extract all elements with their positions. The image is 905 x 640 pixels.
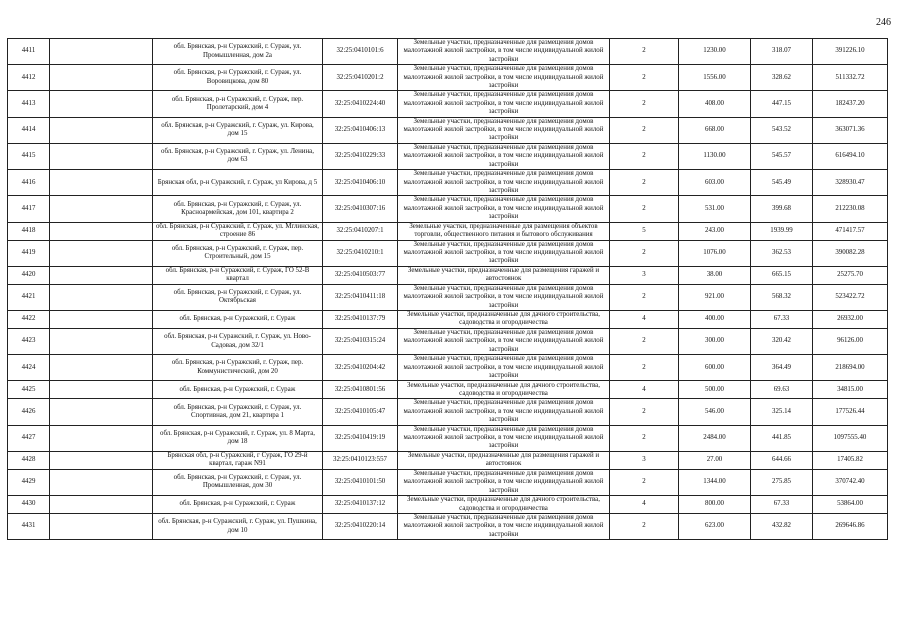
cadastral-number-cell: 32:25:0410137:12	[323, 496, 398, 514]
row-number-cell: 4415	[8, 143, 50, 169]
area-cell: 1556.00	[679, 65, 751, 91]
area-cell: 500.00	[679, 381, 751, 399]
cadastral-number-cell: 32:25:0410411:18	[323, 284, 398, 310]
cadastral-number-cell: 32:25:0410801:56	[323, 381, 398, 399]
cadastral-value-cell: 370742.40	[813, 469, 888, 495]
spacer-cell	[50, 143, 153, 169]
row-number-cell: 4423	[8, 328, 50, 354]
table-row	[8, 310, 888, 328]
specific-value-cell: 665.15	[751, 266, 813, 284]
specific-value-cell: 543.52	[751, 117, 813, 143]
table-row	[8, 469, 888, 495]
land-use-cell: Земельные участки, предназначенные для размещения домов малоэтажной жилой застройки, в том числе индивидуальной жилой застройки	[398, 143, 610, 169]
land-use-cell: Земельные участки, предназначенные для размещения гаражей и автостоянок	[398, 266, 610, 284]
group-cell: 2	[610, 425, 679, 451]
specific-value-cell: 545.57	[751, 143, 813, 169]
specific-value-cell: 644.66	[751, 451, 813, 469]
specific-value-cell: 364.49	[751, 355, 813, 381]
address-cell: обл. Брянская, р-н Суражский, г. Сураж, пер. Коммунистический, дом 20	[153, 355, 323, 381]
row-number-cell: 4413	[8, 91, 50, 117]
row-number-cell: 4414	[8, 117, 50, 143]
area-cell: 603.00	[679, 170, 751, 196]
address-cell: обл. Брянская, р-н Суражский, г. Сураж, ул. Мглинская, строение 86	[153, 222, 323, 240]
area-cell: 2484.00	[679, 425, 751, 451]
spacer-cell	[50, 514, 153, 540]
address-cell: обл. Брянская, р-н Суражский, г. Сураж, ул. Промышленная, дом 2а	[153, 39, 323, 65]
group-cell: 4	[610, 310, 679, 328]
address-cell: обл. Брянская, р-н Суражский, г. Сураж, ГО 52-В квартал	[153, 266, 323, 284]
specific-value-cell: 67.33	[751, 310, 813, 328]
address-cell: обл. Брянская, р-н Суражский, г. Сураж, ул. 8 Марта, дом 18	[153, 425, 323, 451]
cadastral-number-cell: 32:25:0410315:24	[323, 328, 398, 354]
cadastral-value-cell: 53864.00	[813, 496, 888, 514]
cadastral-value-table	[7, 38, 888, 540]
land-use-cell: Земельные участки, предназначенные для размещения домов малоэтажной жилой застройки, в том числе индивидуальной жилой застройки	[398, 39, 610, 65]
address-cell: обл. Брянская, р-н Суражский, г. Сураж, ул. Красноармейская, дом 101, квартира 2	[153, 196, 323, 222]
address-cell: обл. Брянская, р-н Суражский, г. Сураж, ул. Пушкина, дом 10	[153, 514, 323, 540]
cadastral-value-cell: 390082.28	[813, 240, 888, 266]
group-cell: 2	[610, 143, 679, 169]
cadastral-number-cell: 32:25:0410210:1	[323, 240, 398, 266]
land-use-cell: Земельные участки, предназначенные для дачного строительства, садоводства и огородничества	[398, 496, 610, 514]
specific-value-cell: 69.63	[751, 381, 813, 399]
address-cell: обл. Брянская, р-н Суражский, г. Сураж, ул. Промышленная, дом 30	[153, 469, 323, 495]
cadastral-value-cell: 34815.00	[813, 381, 888, 399]
table-row	[8, 284, 888, 310]
area-cell: 1230.00	[679, 39, 751, 65]
specific-value-cell: 1939.99	[751, 222, 813, 240]
address-cell: обл. Брянская, р-н Суражский, г. Сураж	[153, 310, 323, 328]
spacer-cell	[50, 117, 153, 143]
area-cell: 800.00	[679, 496, 751, 514]
area-cell: 1344.00	[679, 469, 751, 495]
group-cell: 2	[610, 399, 679, 425]
cadastral-number-cell: 32:25:0410406:13	[323, 117, 398, 143]
table-row	[8, 143, 888, 169]
table-row	[8, 425, 888, 451]
spacer-cell	[50, 310, 153, 328]
cadastral-value-cell: 17405.82	[813, 451, 888, 469]
table-row	[8, 65, 888, 91]
cadastral-value-cell: 391226.10	[813, 39, 888, 65]
table-row	[8, 196, 888, 222]
table-row	[8, 381, 888, 399]
spacer-cell	[50, 355, 153, 381]
page-number: 246	[876, 17, 891, 28]
table-body	[8, 39, 888, 540]
land-use-cell: Земельные участки, предназначенные для дачного строительства, садоводства и огородничества	[398, 310, 610, 328]
group-cell: 2	[610, 355, 679, 381]
group-cell: 2	[610, 117, 679, 143]
cadastral-value-cell: 363071.36	[813, 117, 888, 143]
group-cell: 2	[610, 328, 679, 354]
land-use-cell: Земельные участки, предназначенные для размещения домов малоэтажной жилой застройки, в том числе индивидуальной жилой застройки	[398, 328, 610, 354]
specific-value-cell: 399.68	[751, 196, 813, 222]
group-cell: 5	[610, 222, 679, 240]
row-number-cell: 4416	[8, 170, 50, 196]
land-use-cell: Земельные участки, предназначенные для размещения домов малоэтажной жилой застройки, в том числе индивидуальной жилой застройки	[398, 399, 610, 425]
spacer-cell	[50, 240, 153, 266]
spacer-cell	[50, 284, 153, 310]
spacer-cell	[50, 196, 153, 222]
cadastral-value-cell: 511332.72	[813, 65, 888, 91]
table-row	[8, 117, 888, 143]
cadastral-value-cell: 471417.57	[813, 222, 888, 240]
table-row	[8, 355, 888, 381]
area-cell: 1076.00	[679, 240, 751, 266]
address-cell: обл. Брянская, р-н Суражский, г. Сураж, ул. Октябрьская	[153, 284, 323, 310]
cadastral-number-cell: 32:25:0410137:79	[323, 310, 398, 328]
specific-value-cell: 568.32	[751, 284, 813, 310]
table-row	[8, 496, 888, 514]
land-use-cell: Земельные участки, предназначенные для размещения домов малоэтажной жилой застройки, в том числе индивидуальной жилой застройки	[398, 196, 610, 222]
cadastral-number-cell: 32:25:0410201:2	[323, 65, 398, 91]
land-use-cell: Земельные участки, предназначенные для размещения объектов торговли, общественного питания и бытового обслуживания	[398, 222, 610, 240]
cadastral-number-cell: 32:25:0410123:557	[323, 451, 398, 469]
cadastral-number-cell: 32:25:0410406:10	[323, 170, 398, 196]
address-cell: Брянская обл, р-н Суражский, г Сураж, ГО 29-й квартал, гараж N91	[153, 451, 323, 469]
area-cell: 408.00	[679, 91, 751, 117]
group-cell: 4	[610, 496, 679, 514]
group-cell: 4	[610, 381, 679, 399]
address-cell: обл. Брянская, р-н Суражский, г. Сураж, ул. Ново-Садовая, дом 32/1	[153, 328, 323, 354]
land-use-cell: Земельные участки, предназначенные для размещения домов малоэтажной жилой застройки, в том числе индивидуальной жилой застройки	[398, 355, 610, 381]
area-cell: 243.00	[679, 222, 751, 240]
row-number-cell: 4430	[8, 496, 50, 514]
spacer-cell	[50, 399, 153, 425]
group-cell: 2	[610, 91, 679, 117]
address-cell: обл. Брянская, р-н Суражский, г. Сураж, пер. Пролетарский, дом 4	[153, 91, 323, 117]
table-row	[8, 328, 888, 354]
area-cell: 400.00	[679, 310, 751, 328]
address-cell: обл. Брянская, р-н Суражский, г. Сураж, ул. Воровицкова, дом 80	[153, 65, 323, 91]
specific-value-cell: 441.85	[751, 425, 813, 451]
row-number-cell: 4427	[8, 425, 50, 451]
specific-value-cell: 447.15	[751, 91, 813, 117]
spacer-cell	[50, 328, 153, 354]
group-cell: 3	[610, 451, 679, 469]
land-use-cell: Земельные участки, предназначенные для размещения домов малоэтажной жилой застройки, в том числе индивидуальной жилой застройки	[398, 425, 610, 451]
cadastral-number-cell: 32:25:0410220:14	[323, 514, 398, 540]
table-row	[8, 39, 888, 65]
cadastral-value-cell: 616494.10	[813, 143, 888, 169]
area-cell: 38.00	[679, 266, 751, 284]
land-use-cell: Земельные участки, предназначенные для размещения домов малоэтажной жилой застройки, в том числе индивидуальной жилой застройки	[398, 65, 610, 91]
row-number-cell: 4425	[8, 381, 50, 399]
spacer-cell	[50, 496, 153, 514]
group-cell: 3	[610, 266, 679, 284]
row-number-cell: 4431	[8, 514, 50, 540]
specific-value-cell: 67.33	[751, 496, 813, 514]
area-cell: 668.00	[679, 117, 751, 143]
land-use-cell: Земельные участки, предназначенные для размещения домов малоэтажной жилой застройки, в том числе индивидуальной жилой застройки	[398, 91, 610, 117]
specific-value-cell: 275.85	[751, 469, 813, 495]
cadastral-value-cell: 182437.20	[813, 91, 888, 117]
row-number-cell: 4421	[8, 284, 50, 310]
address-cell: обл. Брянская, р-н Суражский, г. Сураж	[153, 381, 323, 399]
group-cell: 2	[610, 39, 679, 65]
land-use-cell: Земельные участки, предназначенные для размещения гаражей и автостоянок	[398, 451, 610, 469]
specific-value-cell: 325.14	[751, 399, 813, 425]
cadastral-number-cell: 32:25:0410101:6	[323, 39, 398, 65]
row-number-cell: 4429	[8, 469, 50, 495]
row-number-cell: 4424	[8, 355, 50, 381]
address-cell: обл. Брянская, р-н Суражский, г. Сураж, ул. Ленина, дом 63	[153, 143, 323, 169]
group-cell: 2	[610, 65, 679, 91]
spacer-cell	[50, 381, 153, 399]
row-number-cell: 4420	[8, 266, 50, 284]
specific-value-cell: 320.42	[751, 328, 813, 354]
area-cell: 600.00	[679, 355, 751, 381]
specific-value-cell: 318.07	[751, 39, 813, 65]
table-row	[8, 451, 888, 469]
specific-value-cell: 432.82	[751, 514, 813, 540]
cadastral-number-cell: 32:25:0410204:42	[323, 355, 398, 381]
cadastral-number-cell: 32:25:0410105:47	[323, 399, 398, 425]
row-number-cell: 4422	[8, 310, 50, 328]
area-cell: 531.00	[679, 196, 751, 222]
cadastral-value-cell: 212230.08	[813, 196, 888, 222]
area-cell: 921.00	[679, 284, 751, 310]
land-use-cell: Земельные участки, предназначенные для дачного строительства, садоводства и огородничества	[398, 381, 610, 399]
area-cell: 546.00	[679, 399, 751, 425]
group-cell: 2	[610, 196, 679, 222]
specific-value-cell: 362.53	[751, 240, 813, 266]
table-row	[8, 222, 888, 240]
spacer-cell	[50, 266, 153, 284]
land-use-cell: Земельные участки, предназначенные для размещения домов малоэтажной жилой застройки, в том числе индивидуальной жилой застройки	[398, 117, 610, 143]
cadastral-value-cell: 96126.00	[813, 328, 888, 354]
table-row	[8, 514, 888, 540]
area-cell: 27.00	[679, 451, 751, 469]
row-number-cell: 4417	[8, 196, 50, 222]
row-number-cell: 4426	[8, 399, 50, 425]
cadastral-value-cell: 269646.86	[813, 514, 888, 540]
spacer-cell	[50, 451, 153, 469]
cadastral-number-cell: 32:25:0410419:19	[323, 425, 398, 451]
address-cell: обл. Брянская, р-н Суражский, г. Сураж	[153, 496, 323, 514]
address-cell: Брянская обл, р-н Суражский, г. Сураж, ул Кирова, д 5	[153, 170, 323, 196]
row-number-cell: 4411	[8, 39, 50, 65]
spacer-cell	[50, 425, 153, 451]
cadastral-number-cell: 32:25:0410503:77	[323, 266, 398, 284]
cadastral-value-cell: 218694.00	[813, 355, 888, 381]
cadastral-number-cell: 32:25:0410101:50	[323, 469, 398, 495]
table-row	[8, 91, 888, 117]
area-cell: 300.00	[679, 328, 751, 354]
cadastral-value-cell: 25275.70	[813, 266, 888, 284]
row-number-cell: 4412	[8, 65, 50, 91]
address-cell: обл. Брянская, р-н Суражский, г. Сураж, ул. Спортивная, дом 21, квартира 1	[153, 399, 323, 425]
spacer-cell	[50, 65, 153, 91]
group-cell: 2	[610, 469, 679, 495]
cadastral-value-cell: 523422.72	[813, 284, 888, 310]
table-row	[8, 240, 888, 266]
row-number-cell: 4419	[8, 240, 50, 266]
table-row	[8, 266, 888, 284]
area-cell: 1130.00	[679, 143, 751, 169]
group-cell: 2	[610, 514, 679, 540]
group-cell: 2	[610, 170, 679, 196]
cadastral-value-cell: 177526.44	[813, 399, 888, 425]
cadastral-value-cell: 1097555.40	[813, 425, 888, 451]
spacer-cell	[50, 91, 153, 117]
land-use-cell: Земельные участки, предназначенные для размещения домов малоэтажной жилой застройки, в том числе индивидуальной жилой застройки	[398, 284, 610, 310]
specific-value-cell: 545.49	[751, 170, 813, 196]
specific-value-cell: 328.62	[751, 65, 813, 91]
area-cell: 623.00	[679, 514, 751, 540]
cadastral-number-cell: 32:25:0410229:33	[323, 143, 398, 169]
spacer-cell	[50, 39, 153, 65]
land-use-cell: Земельные участки, предназначенные для размещения домов малоэтажной жилой застройки, в том числе индивидуальной жилой застройки	[398, 514, 610, 540]
spacer-cell	[50, 469, 153, 495]
table-row	[8, 170, 888, 196]
address-cell: обл. Брянская, р-н Суражский, г. Сураж, пер. Строительный, дом 15	[153, 240, 323, 266]
group-cell: 2	[610, 284, 679, 310]
group-cell: 2	[610, 240, 679, 266]
row-number-cell: 4428	[8, 451, 50, 469]
land-use-cell: Земельные участки, предназначенные для размещения домов малоэтажной жилой застройки, в том числе индивидуальной жилой застройки	[398, 240, 610, 266]
cadastral-number-cell: 32:25:0410207:1	[323, 222, 398, 240]
table-row	[8, 399, 888, 425]
cadastral-number-cell: 32:25:0410307:16	[323, 196, 398, 222]
row-number-cell: 4418	[8, 222, 50, 240]
spacer-cell	[50, 222, 153, 240]
spacer-cell	[50, 170, 153, 196]
cadastral-value-cell: 26932.00	[813, 310, 888, 328]
land-use-cell: Земельные участки, предназначенные для размещения домов малоэтажной жилой застройки, в том числе индивидуальной жилой застройки	[398, 170, 610, 196]
land-use-cell: Земельные участки, предназначенные для размещения домов малоэтажной жилой застройки, в том числе индивидуальной жилой застройки	[398, 469, 610, 495]
address-cell: обл. Брянская, р-н Суражский, г. Сураж, ул. Кирова, дом 15	[153, 117, 323, 143]
cadastral-number-cell: 32:25:0410224:40	[323, 91, 398, 117]
cadastral-value-cell: 328930.47	[813, 170, 888, 196]
